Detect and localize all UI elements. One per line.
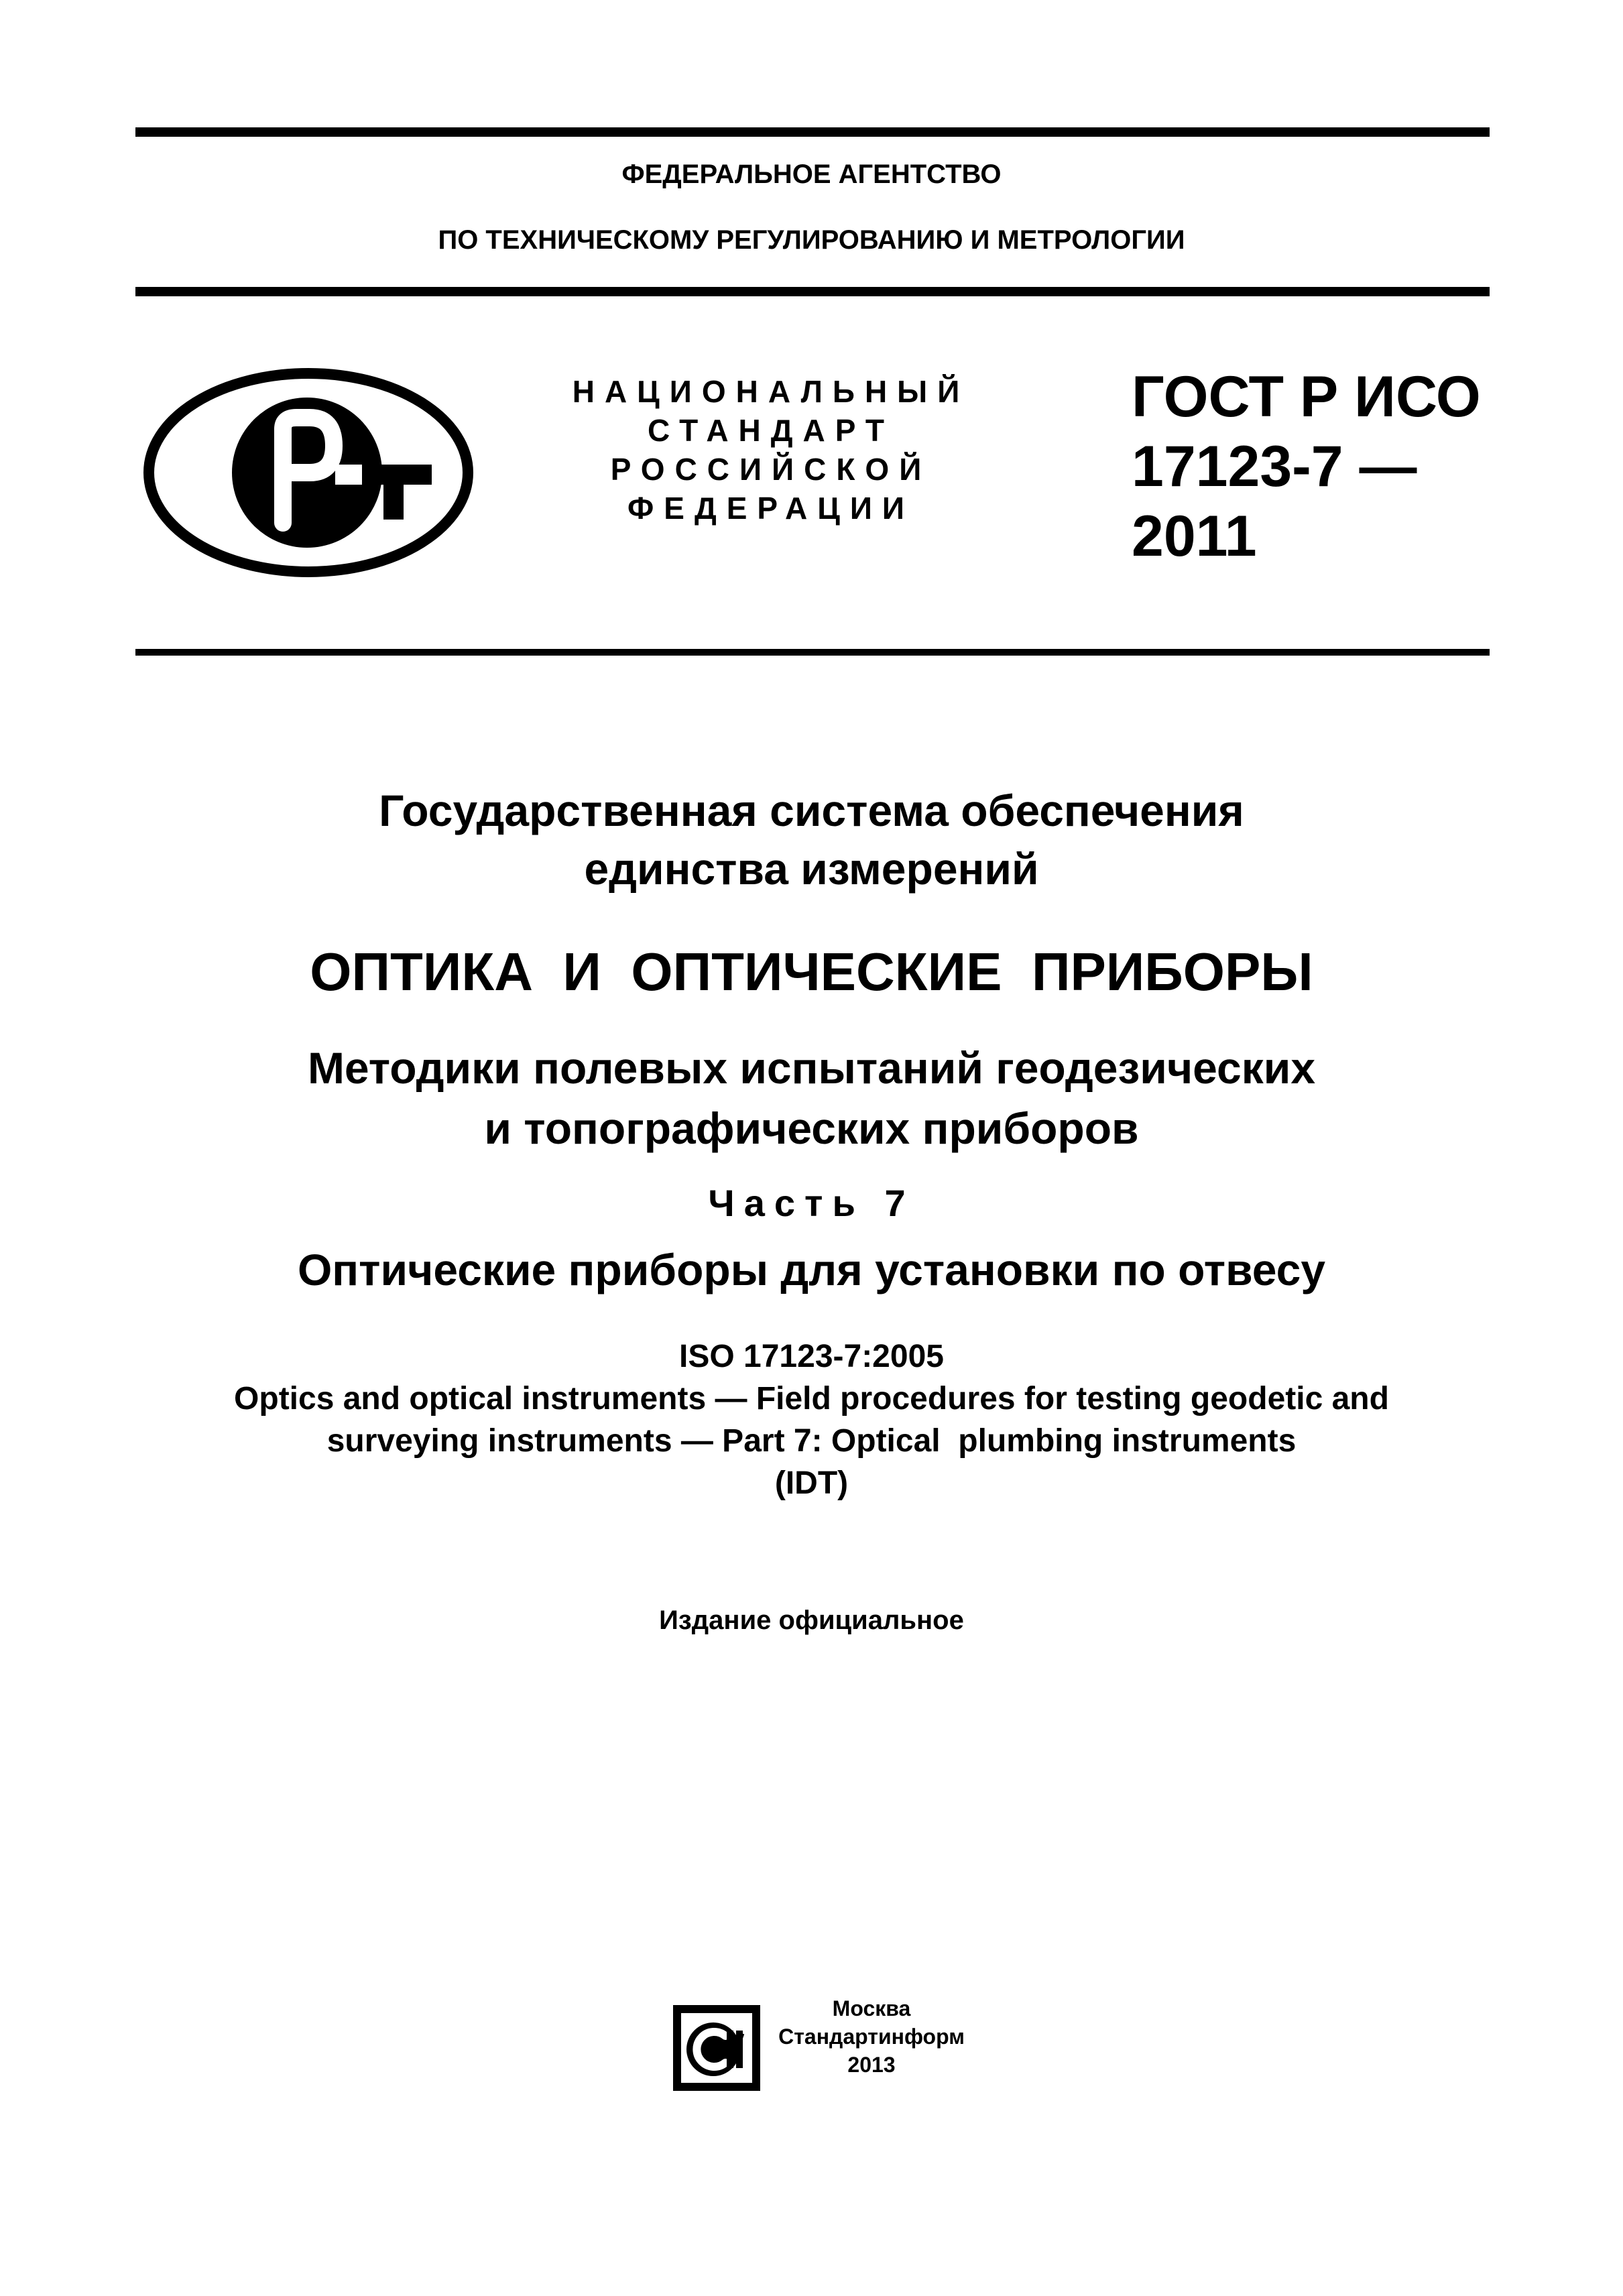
iso-title-line-2: surveying instruments — Part 7: Optical plumbing instruments: [326, 1423, 1297, 1459]
standard-type-line: СТАНДАРТ: [648, 413, 894, 448]
standard-number-line: 17123-7 —: [1132, 434, 1417, 499]
standard-type-line: РОССИЙСКОЙ: [610, 452, 932, 487]
standard-number-line: 2011: [1132, 504, 1257, 568]
system-title-line-2: единства измерений: [584, 844, 1039, 894]
standard-type: [536, 372, 1006, 528]
publisher-name: Стандартинформ: [778, 2025, 965, 2049]
top-rule: [135, 127, 1490, 137]
publisher-block: [764, 1994, 979, 2079]
iso-number: ISO 17123-7:2005: [679, 1339, 944, 1374]
standard-type-line: НАЦИОНАЛЬНЫЙ: [572, 374, 970, 409]
main-title: ОПТИКА И ОПТИЧЕСКИЕ ПРИБОРЫ: [310, 942, 1313, 1002]
agency-line-1: ФЕДЕРАЛЬНОЕ АГЕНТСТВО: [621, 160, 1002, 189]
part-title: Оптические приборы для установки по отвесу: [297, 1245, 1326, 1294]
iso-degree: (IDT): [774, 1465, 849, 1501]
agency-line-2: ПО ТЕХНИЧЕСКОМУ РЕГУЛИРОВАНИЮ И МЕТРОЛОГИИ: [438, 225, 1185, 255]
standard-number-line: ГОСТ Р ИСО: [1132, 365, 1481, 429]
iso-title-line-1: Optics and optical instruments — Field procedures for testing geodetic and: [234, 1381, 1389, 1416]
header-bottom-rule: [135, 287, 1490, 296]
methods-title-line-1: Методики полевых испытаний геодезических: [307, 1043, 1316, 1093]
system-title-line-1: Государственная система обеспечения: [379, 786, 1244, 835]
publisher-year: 2013: [847, 2053, 896, 2077]
publisher-city: Москва: [832, 1996, 911, 2020]
standard-bottom-rule: [135, 649, 1490, 656]
rst-conformity-mark-icon: [141, 365, 476, 580]
part-label: Часть 7: [708, 1182, 915, 1224]
standartinform-logo-icon: [669, 2001, 764, 2095]
edition-label: Издание официальное: [659, 1606, 964, 1635]
methods-title-line-2: и топографических приборов: [484, 1103, 1139, 1153]
standard-type-line: ФЕДЕРАЦИИ: [627, 491, 914, 526]
standard-number: [1132, 362, 1481, 571]
